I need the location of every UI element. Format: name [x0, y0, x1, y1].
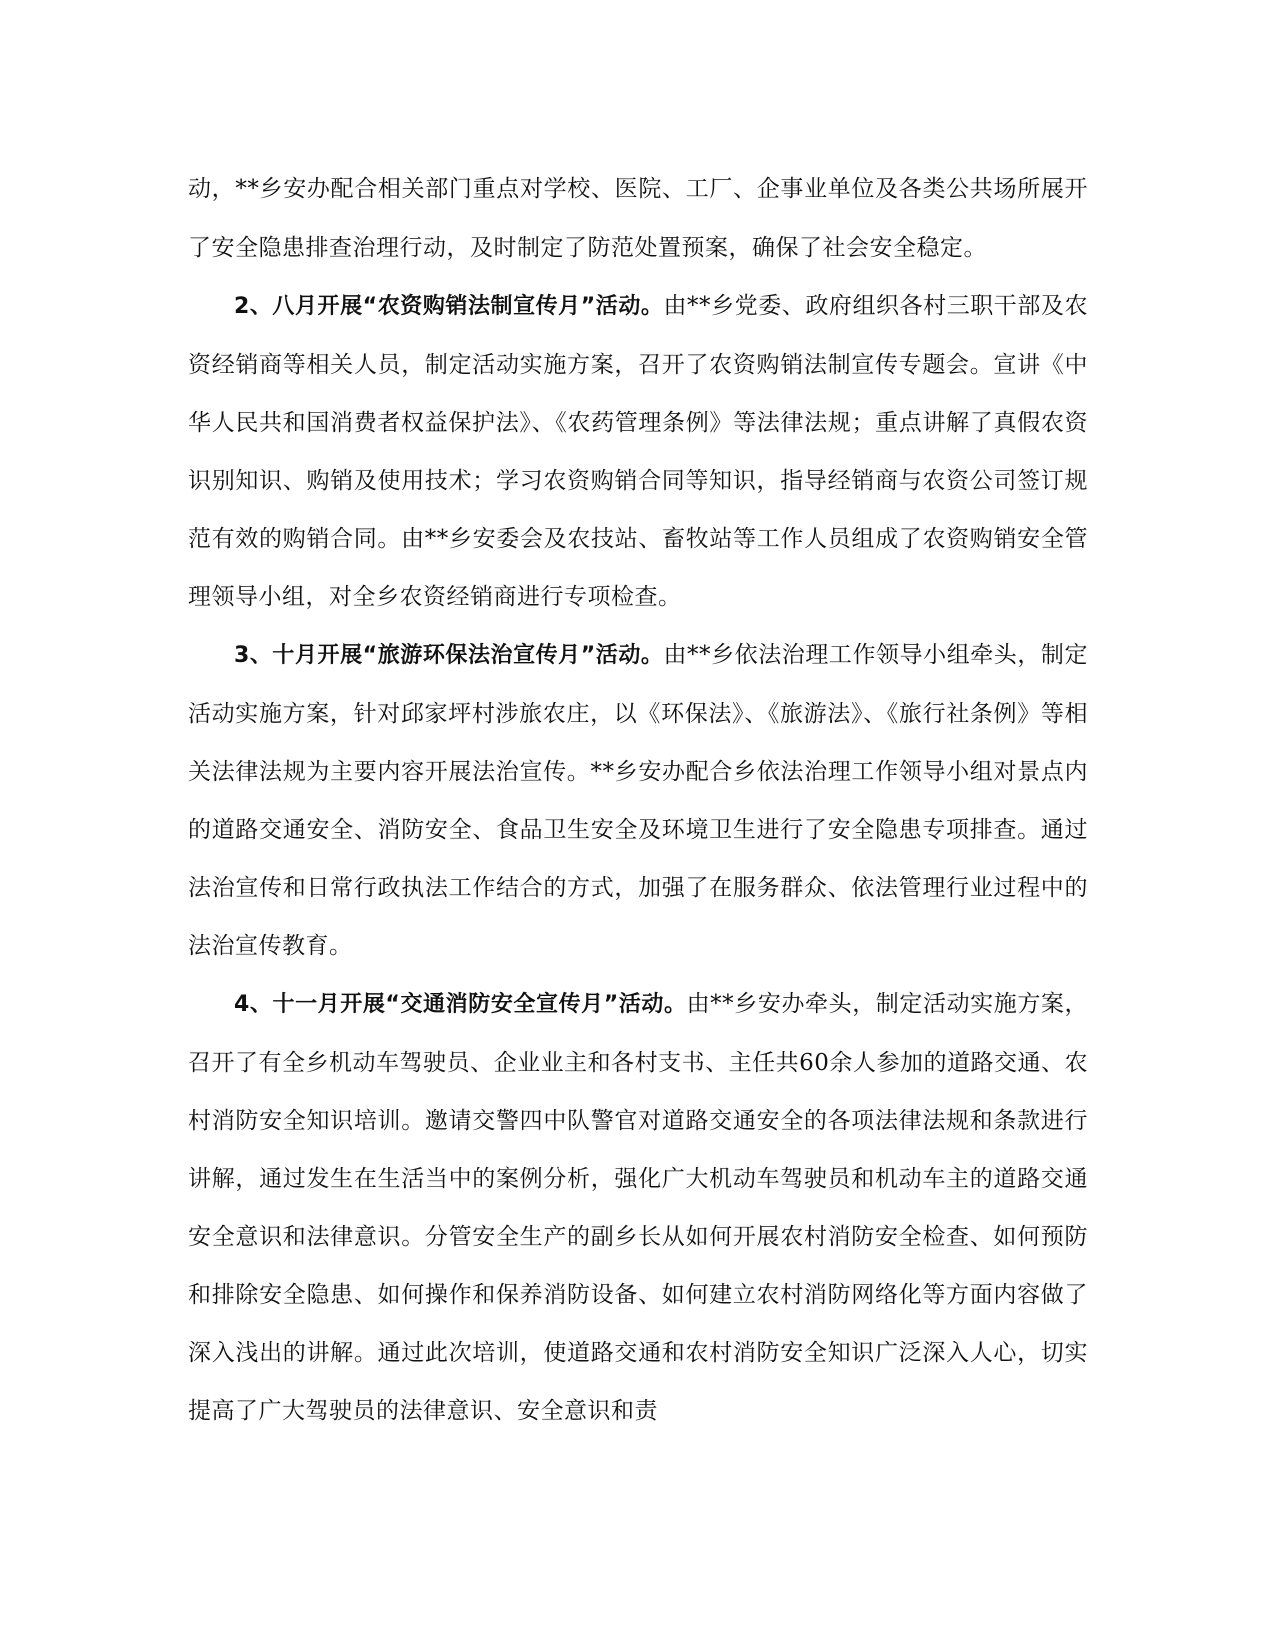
paragraph-2-heading: 2、八月开展“农资购销法制宣传月”活动。: [234, 294, 664, 319]
paragraph-3: [188, 626, 1088, 975]
paragraph-4: [188, 975, 1088, 1440]
paragraph-4-text: 由**乡安办牵头，制定活动实施方案，召开了有全乡机动车驾驶员、企业业主和各村支书、主任共60余人参加的道路交通、农村消防安全知识培训。邀请交警四中队警官对道路交通安全的各项法律法规和条款进行讲解，通过发生在生活当中的案例分析，强化广大机动车驾驶员和机动车主的道路交通安全意识和法律意识。分管安全生产的副乡长从如何开展农村消防安全检查、如何预防和排除安全隐患、如何操作和保养消防设备、如何建立农村消防网络化等方面内容做了深入浅出的讲解。通过此次培训，使道路交通和农村消防安全知识广泛深入人心，切实提高了广大驾驶员的法律意识、安全意识和责: [188, 991, 1089, 1424]
paragraph-1-text: 动，**乡安办配合相关部门重点对学校、医院、工厂、企事业单位及各类公共场所展开了安全隐患排查治理行动，及时制定了防范处置预案，确保了社会安全稳定。: [188, 176, 1088, 261]
paragraph-2: [188, 277, 1088, 626]
paragraph-3-text: 由**乡依法治理工作领导小组牵头，制定活动实施方案，针对邱家坪村涉旅农庄，以《环保法》、《旅游法》、《旅行社条例》等相关法律法规为主要内容开展法治宣传。**乡安办配合乡依法治理工作领导小组对景点内的道路交通安全、消防安全、食品卫生安全及环境卫生进行了安全隐患专项排查。通过法治宣传和日常行政执法工作结合的方式，加强了在服务群众、依法管理行业过程中的法治宣传教育。: [188, 642, 1088, 959]
paragraph-1: [188, 160, 1088, 277]
paragraph-3-heading: 3、十月开展“旅游环保法治宣传月”活动。: [234, 643, 664, 668]
paragraph-2-text: 由**乡党委、政府组织各村三职干部及农资经销商等相关人员，制定活动实施方案，召开了农资购销法制宣传专题会。宣讲《中华人民共和国消费者权益保护法》、《农药管理条例》等法律法规；重点讲解了真假农资识别知识、购销及使用技术；学习农资购销合同等知识，指导经销商与农资公司签订规范有效的购销合同。由**乡安委会及农技站、畜牧站等工作人员组成了农资购销安全管理领导小组，对全乡农资经销商进行专项检查。: [188, 293, 1088, 610]
document-body: [188, 160, 1088, 1440]
paragraph-4-heading: 4、十一月开展“交通消防安全宣传月”活动。: [234, 992, 687, 1017]
